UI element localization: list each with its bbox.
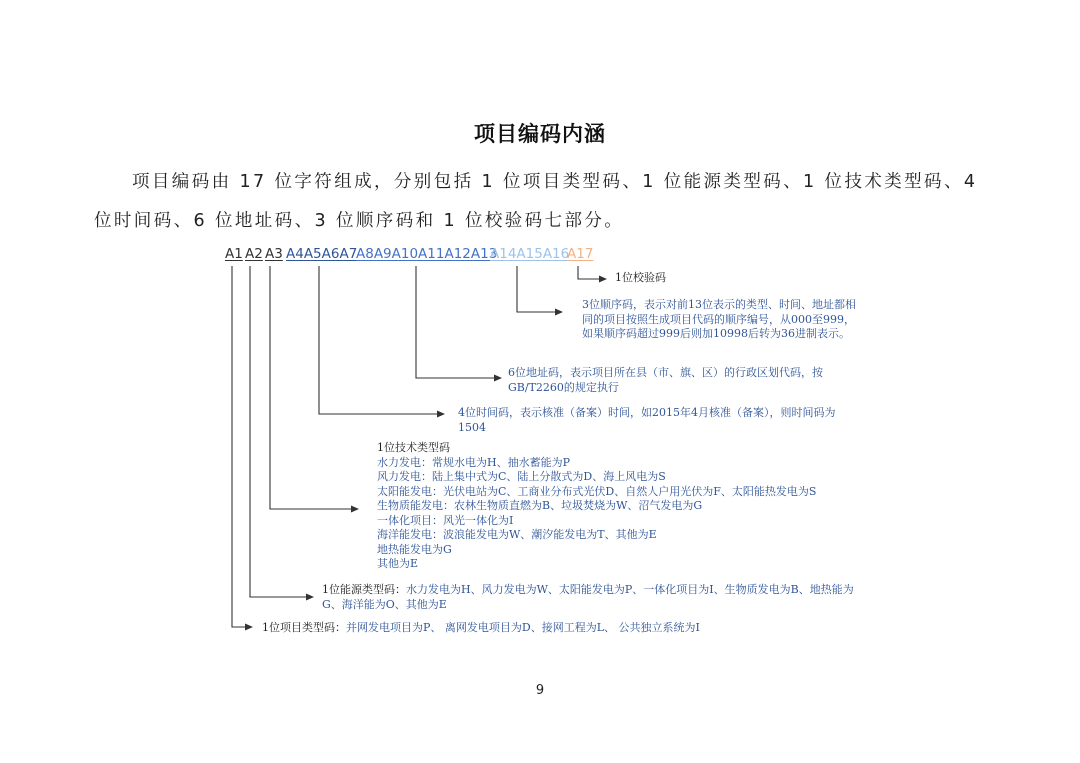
tech-line: 地热能发电为G	[377, 542, 452, 556]
tech-line: 生物质能发电：农林生物质直燃为B、垃圾焚烧为W、沼气发电为G	[377, 499, 703, 512]
project-code-text: 并网发电项目为P、 离网发电项目为D、接网工程为L、 公共独立系统为I	[346, 621, 700, 634]
energy-code-text: 水力发电为H、风力发电为W、太阳能发电为P、一体化项目为I、生物质发电为B、地热能为G、海洋能为O、其他为E	[322, 583, 854, 611]
energy-code-desc	[322, 583, 862, 612]
arrowhead-check	[599, 276, 607, 283]
tech-line: 其他为E	[377, 557, 419, 570]
code-time: A4A5A6A7	[286, 246, 358, 262]
intro-text: 项目编码由 17 位字符组成，分别包括 1 位项目类型码、1 位能源类型码、1 位技术类型码、4 位时间码、6 位地址码、3 位顺序码和 1 位校验码七部分。	[94, 172, 978, 231]
code-a1: A1	[225, 246, 243, 262]
arrowhead-tech	[351, 506, 359, 513]
code-check: A17	[567, 246, 594, 262]
tech-line: 水力发电：常规水电为H、抽水蓄能为P	[377, 455, 570, 469]
tech-line: 风力发电：陆上集中式为C、陆上分散式为D、海上风电为S	[377, 470, 666, 483]
connector-project	[232, 266, 246, 627]
page-number: 9	[535, 683, 545, 698]
project-code-desc	[262, 621, 862, 636]
page-title: 项目编码内涵	[474, 122, 606, 146]
arrowhead-time	[437, 411, 445, 418]
check-code-label: 1位校验码	[615, 271, 666, 284]
tech-line: 一体化项目：风光一体化为I	[377, 513, 514, 527]
project-code-label: 1位项目类型码：	[262, 621, 346, 634]
code-a3: A3	[265, 246, 283, 262]
code-address: A8A9A10A11A12A13	[356, 246, 498, 262]
connector-address	[416, 266, 495, 378]
arrowhead-project	[245, 624, 253, 631]
code-sequence: A14A15A16	[490, 246, 570, 262]
tech-code-block	[377, 441, 877, 572]
arrowhead-energy	[306, 594, 314, 601]
tech-line: 太阳能发电：光伏电站为C、工商业分布式光伏D、自然人户用光伏为F、太阳能热发电为S	[377, 484, 817, 498]
connector-check	[578, 266, 600, 279]
address-code-desc: 6位地址码，表示项目所在县（市、旗、区）的行政区划代码，按GB/T2260的规定执行	[508, 366, 823, 394]
energy-code-label: 1位能源类型码：	[322, 583, 406, 596]
arrowhead-sequence	[555, 309, 563, 316]
connector-time	[319, 266, 438, 414]
tech-line: 海洋能发电：波浪能发电为W、潮汐能发电为T、其他为E	[377, 528, 657, 541]
code-a2: A2	[245, 246, 263, 262]
sequence-code-desc: 3位顺序码，表示对前13位表示的类型、时间、地址都相同的项目按照生成项目代码的顺序编号，从000至999，如果顺序码超过999后则加10998后转为36进制表示。	[582, 298, 856, 340]
connector-tech	[270, 266, 352, 509]
connector-energy	[250, 266, 307, 597]
time-code-desc: 4位时间码，表示核准（备案）时间，如2015年4月核准（备案），则时间码为1504	[458, 406, 836, 434]
connector-sequence	[517, 266, 556, 312]
tech-code-heading: 1位技术类型码	[377, 441, 450, 454]
arrowhead-address	[494, 375, 502, 382]
